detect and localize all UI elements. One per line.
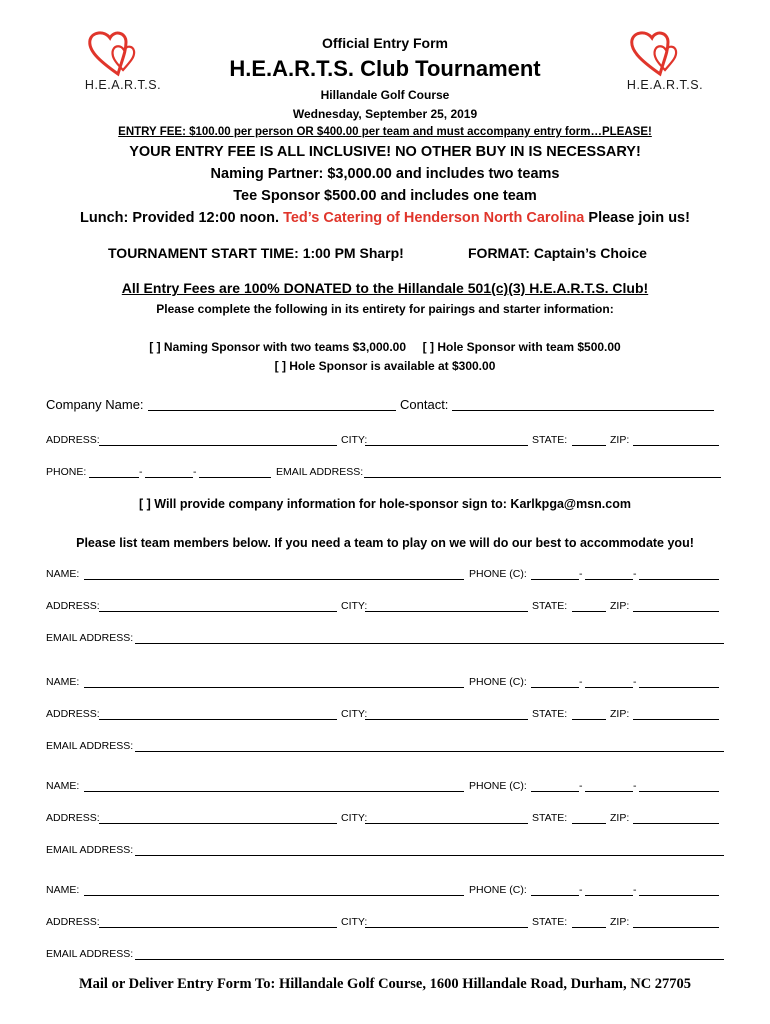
member-1-address-field[interactable] bbox=[99, 611, 337, 612]
format: FORMAT: Captain’s Choice bbox=[468, 245, 647, 261]
company-phone-label: PHONE: bbox=[46, 466, 87, 478]
company-city-field[interactable] bbox=[365, 445, 528, 446]
member-2-zip-field[interactable] bbox=[633, 719, 719, 720]
member-address-label: ADDRESS: bbox=[46, 600, 100, 612]
member-name-label: NAME: bbox=[46, 676, 80, 688]
member-2-phone-field-2[interactable] bbox=[585, 687, 633, 688]
lunch-suffix: Please join us! bbox=[588, 210, 690, 226]
member-zip-label: ZIP: bbox=[610, 812, 630, 824]
member-4-email-field[interactable] bbox=[135, 959, 724, 960]
member-1-name-field[interactable] bbox=[84, 579, 464, 580]
member-2-address-field[interactable] bbox=[99, 719, 337, 720]
lunch-caterer: Ted’s Catering of Henderson North Carolina bbox=[283, 210, 585, 226]
member-name-label: NAME: bbox=[46, 568, 80, 580]
venue: Hillandale Golf Course bbox=[320, 88, 450, 102]
form-label: Official Entry Form bbox=[321, 35, 449, 51]
member-phone-label: PHONE (C): bbox=[469, 568, 527, 580]
member-4-phone-field-2[interactable] bbox=[585, 895, 633, 896]
member-3-phone-field-1[interactable] bbox=[531, 791, 579, 792]
member-city-label: CITY: bbox=[341, 708, 368, 720]
member-2-phone-field-3[interactable] bbox=[639, 687, 719, 688]
contact-label: Contact: bbox=[400, 397, 449, 412]
company-zip-label: ZIP: bbox=[610, 434, 630, 446]
member-4-state-field[interactable] bbox=[572, 927, 606, 928]
donation-note: All Entry Fees are 100% DONATED to the Hillandale 501(c)(3) H.E.A.R.T.S. Club! bbox=[121, 280, 649, 296]
phone-dash: - bbox=[633, 568, 637, 580]
team-instruction: Please list team members below. If you need a team to play on we will do our best to accommodate you! bbox=[76, 536, 694, 550]
member-4-address-field[interactable] bbox=[99, 927, 337, 928]
page-title: H.E.A.R.T.S. Club Tournament bbox=[229, 56, 541, 81]
member-1-zip-field[interactable] bbox=[633, 611, 719, 612]
member-phone-label: PHONE (C): bbox=[469, 676, 527, 688]
sponsor-options-row bbox=[0, 340, 770, 354]
footer-mailing: Mail or Deliver Entry Form To: Hillandale Golf Course, 1600 Hillandale Road, Durham, NC 27705 bbox=[78, 976, 692, 992]
member-4-zip-field[interactable] bbox=[633, 927, 719, 928]
member-email-label: EMAIL ADDRESS: bbox=[46, 844, 134, 856]
member-3-address-field[interactable] bbox=[99, 823, 337, 824]
member-4-phone-field-1[interactable] bbox=[531, 895, 579, 896]
company-email-field[interactable] bbox=[364, 477, 721, 478]
company-phone-field-3[interactable] bbox=[199, 477, 271, 478]
phone-dash: - bbox=[579, 780, 583, 792]
lunch-prefix: Lunch: Provided 12:00 noon. bbox=[80, 210, 280, 226]
company-state-field[interactable] bbox=[572, 445, 606, 446]
member-2-email-field[interactable] bbox=[135, 751, 724, 752]
member-4-phone-field-3[interactable] bbox=[639, 895, 719, 896]
hole-sponsor-team-option[interactable]: [ ] Hole Sponsor with team $500.00 bbox=[422, 340, 621, 354]
company-phone-field-2[interactable] bbox=[145, 477, 193, 478]
member-1-state-field[interactable] bbox=[572, 611, 606, 612]
company-address-label: ADDRESS: bbox=[46, 434, 100, 446]
company-phone-field-1[interactable] bbox=[89, 477, 139, 478]
member-3-name-field[interactable] bbox=[84, 791, 464, 792]
phone-dash: - bbox=[633, 676, 637, 688]
member-name-label: NAME: bbox=[46, 780, 80, 792]
phone-dash: - bbox=[579, 676, 583, 688]
phone-dash: - bbox=[633, 884, 637, 896]
phone-dash: - bbox=[579, 568, 583, 580]
company-state-label: STATE: bbox=[532, 434, 568, 446]
member-zip-label: ZIP: bbox=[610, 600, 630, 612]
company-name-label: Company Name: bbox=[46, 397, 144, 412]
entry-fee: ENTRY FEE: $100.00 per person OR $400.00 per team and must accompany entry form…PLEASE! bbox=[118, 126, 652, 138]
member-state-label: STATE: bbox=[532, 812, 568, 824]
company-city-label: CITY: bbox=[341, 434, 368, 446]
member-city-label: CITY: bbox=[341, 812, 368, 824]
member-email-label: EMAIL ADDRESS: bbox=[46, 740, 134, 752]
member-3-phone-field-3[interactable] bbox=[639, 791, 719, 792]
member-address-label: ADDRESS: bbox=[46, 812, 100, 824]
phone-dash: - bbox=[633, 780, 637, 792]
member-1-email-field[interactable] bbox=[135, 643, 724, 644]
lunch-line bbox=[0, 210, 770, 226]
member-3-city-field[interactable] bbox=[365, 823, 528, 824]
naming-sponsor-option[interactable]: [ ] Naming Sponsor with two teams $3,000.00 bbox=[149, 340, 406, 354]
member-address-label: ADDRESS: bbox=[46, 916, 100, 928]
member-state-label: STATE: bbox=[532, 600, 568, 612]
company-address-field[interactable] bbox=[99, 445, 337, 446]
hole-sign-option[interactable]: [ ] Will provide company information for hole-sponsor sign to: Karlkpga@msn.com bbox=[139, 497, 631, 511]
member-4-city-field[interactable] bbox=[365, 927, 528, 928]
member-3-email-field[interactable] bbox=[135, 855, 724, 856]
member-1-phone-field-1[interactable] bbox=[531, 579, 579, 580]
member-1-phone-field-2[interactable] bbox=[585, 579, 633, 580]
member-state-label: STATE: bbox=[532, 708, 568, 720]
member-phone-label: PHONE (C): bbox=[469, 884, 527, 896]
member-state-label: STATE: bbox=[532, 916, 568, 928]
instruction: Please complete the following in its entirety for pairings and starter information: bbox=[156, 302, 614, 316]
start-time: TOURNAMENT START TIME: 1:00 PM Sharp! bbox=[108, 245, 404, 261]
naming-partner: Naming Partner: $3,000.00 and includes two teams bbox=[210, 166, 560, 182]
member-city-label: CITY: bbox=[341, 600, 368, 612]
company-name-field[interactable] bbox=[148, 410, 396, 411]
member-1-city-field[interactable] bbox=[365, 611, 528, 612]
member-address-label: ADDRESS: bbox=[46, 708, 100, 720]
logo-text: H.E.A.R.T.S. bbox=[626, 78, 704, 92]
member-3-zip-field[interactable] bbox=[633, 823, 719, 824]
company-email-label: EMAIL ADDRESS: bbox=[276, 466, 364, 478]
all-inclusive-note: YOUR ENTRY FEE IS ALL INCLUSIVE! NO OTHER BUY IN IS NECESSARY! bbox=[129, 144, 641, 160]
logo-text: H.E.A.R.T.S. bbox=[84, 78, 162, 92]
member-3-state-field[interactable] bbox=[572, 823, 606, 824]
event-date: Wednesday, September 25, 2019 bbox=[292, 107, 478, 121]
member-4-name-field[interactable] bbox=[84, 895, 464, 896]
member-2-name-field[interactable] bbox=[84, 687, 464, 688]
hole-sponsor-only-option[interactable]: [ ] Hole Sponsor is available at $300.00 bbox=[274, 359, 496, 373]
member-2-city-field[interactable] bbox=[365, 719, 528, 720]
member-3-phone-field-2[interactable] bbox=[585, 791, 633, 792]
member-email-label: EMAIL ADDRESS: bbox=[46, 948, 134, 960]
member-1-phone-field-3[interactable] bbox=[639, 579, 719, 580]
member-name-label: NAME: bbox=[46, 884, 80, 896]
member-zip-label: ZIP: bbox=[610, 916, 630, 928]
phone-dash: - bbox=[579, 884, 583, 896]
tee-sponsor: Tee Sponsor $500.00 and includes one team bbox=[233, 188, 537, 204]
member-2-state-field[interactable] bbox=[572, 719, 606, 720]
member-email-label: EMAIL ADDRESS: bbox=[46, 632, 134, 644]
member-2-phone-field-1[interactable] bbox=[531, 687, 579, 688]
company-zip-field[interactable] bbox=[633, 445, 719, 446]
member-zip-label: ZIP: bbox=[610, 708, 630, 720]
member-city-label: CITY: bbox=[341, 916, 368, 928]
contact-field[interactable] bbox=[452, 410, 714, 411]
member-phone-label: PHONE (C): bbox=[469, 780, 527, 792]
